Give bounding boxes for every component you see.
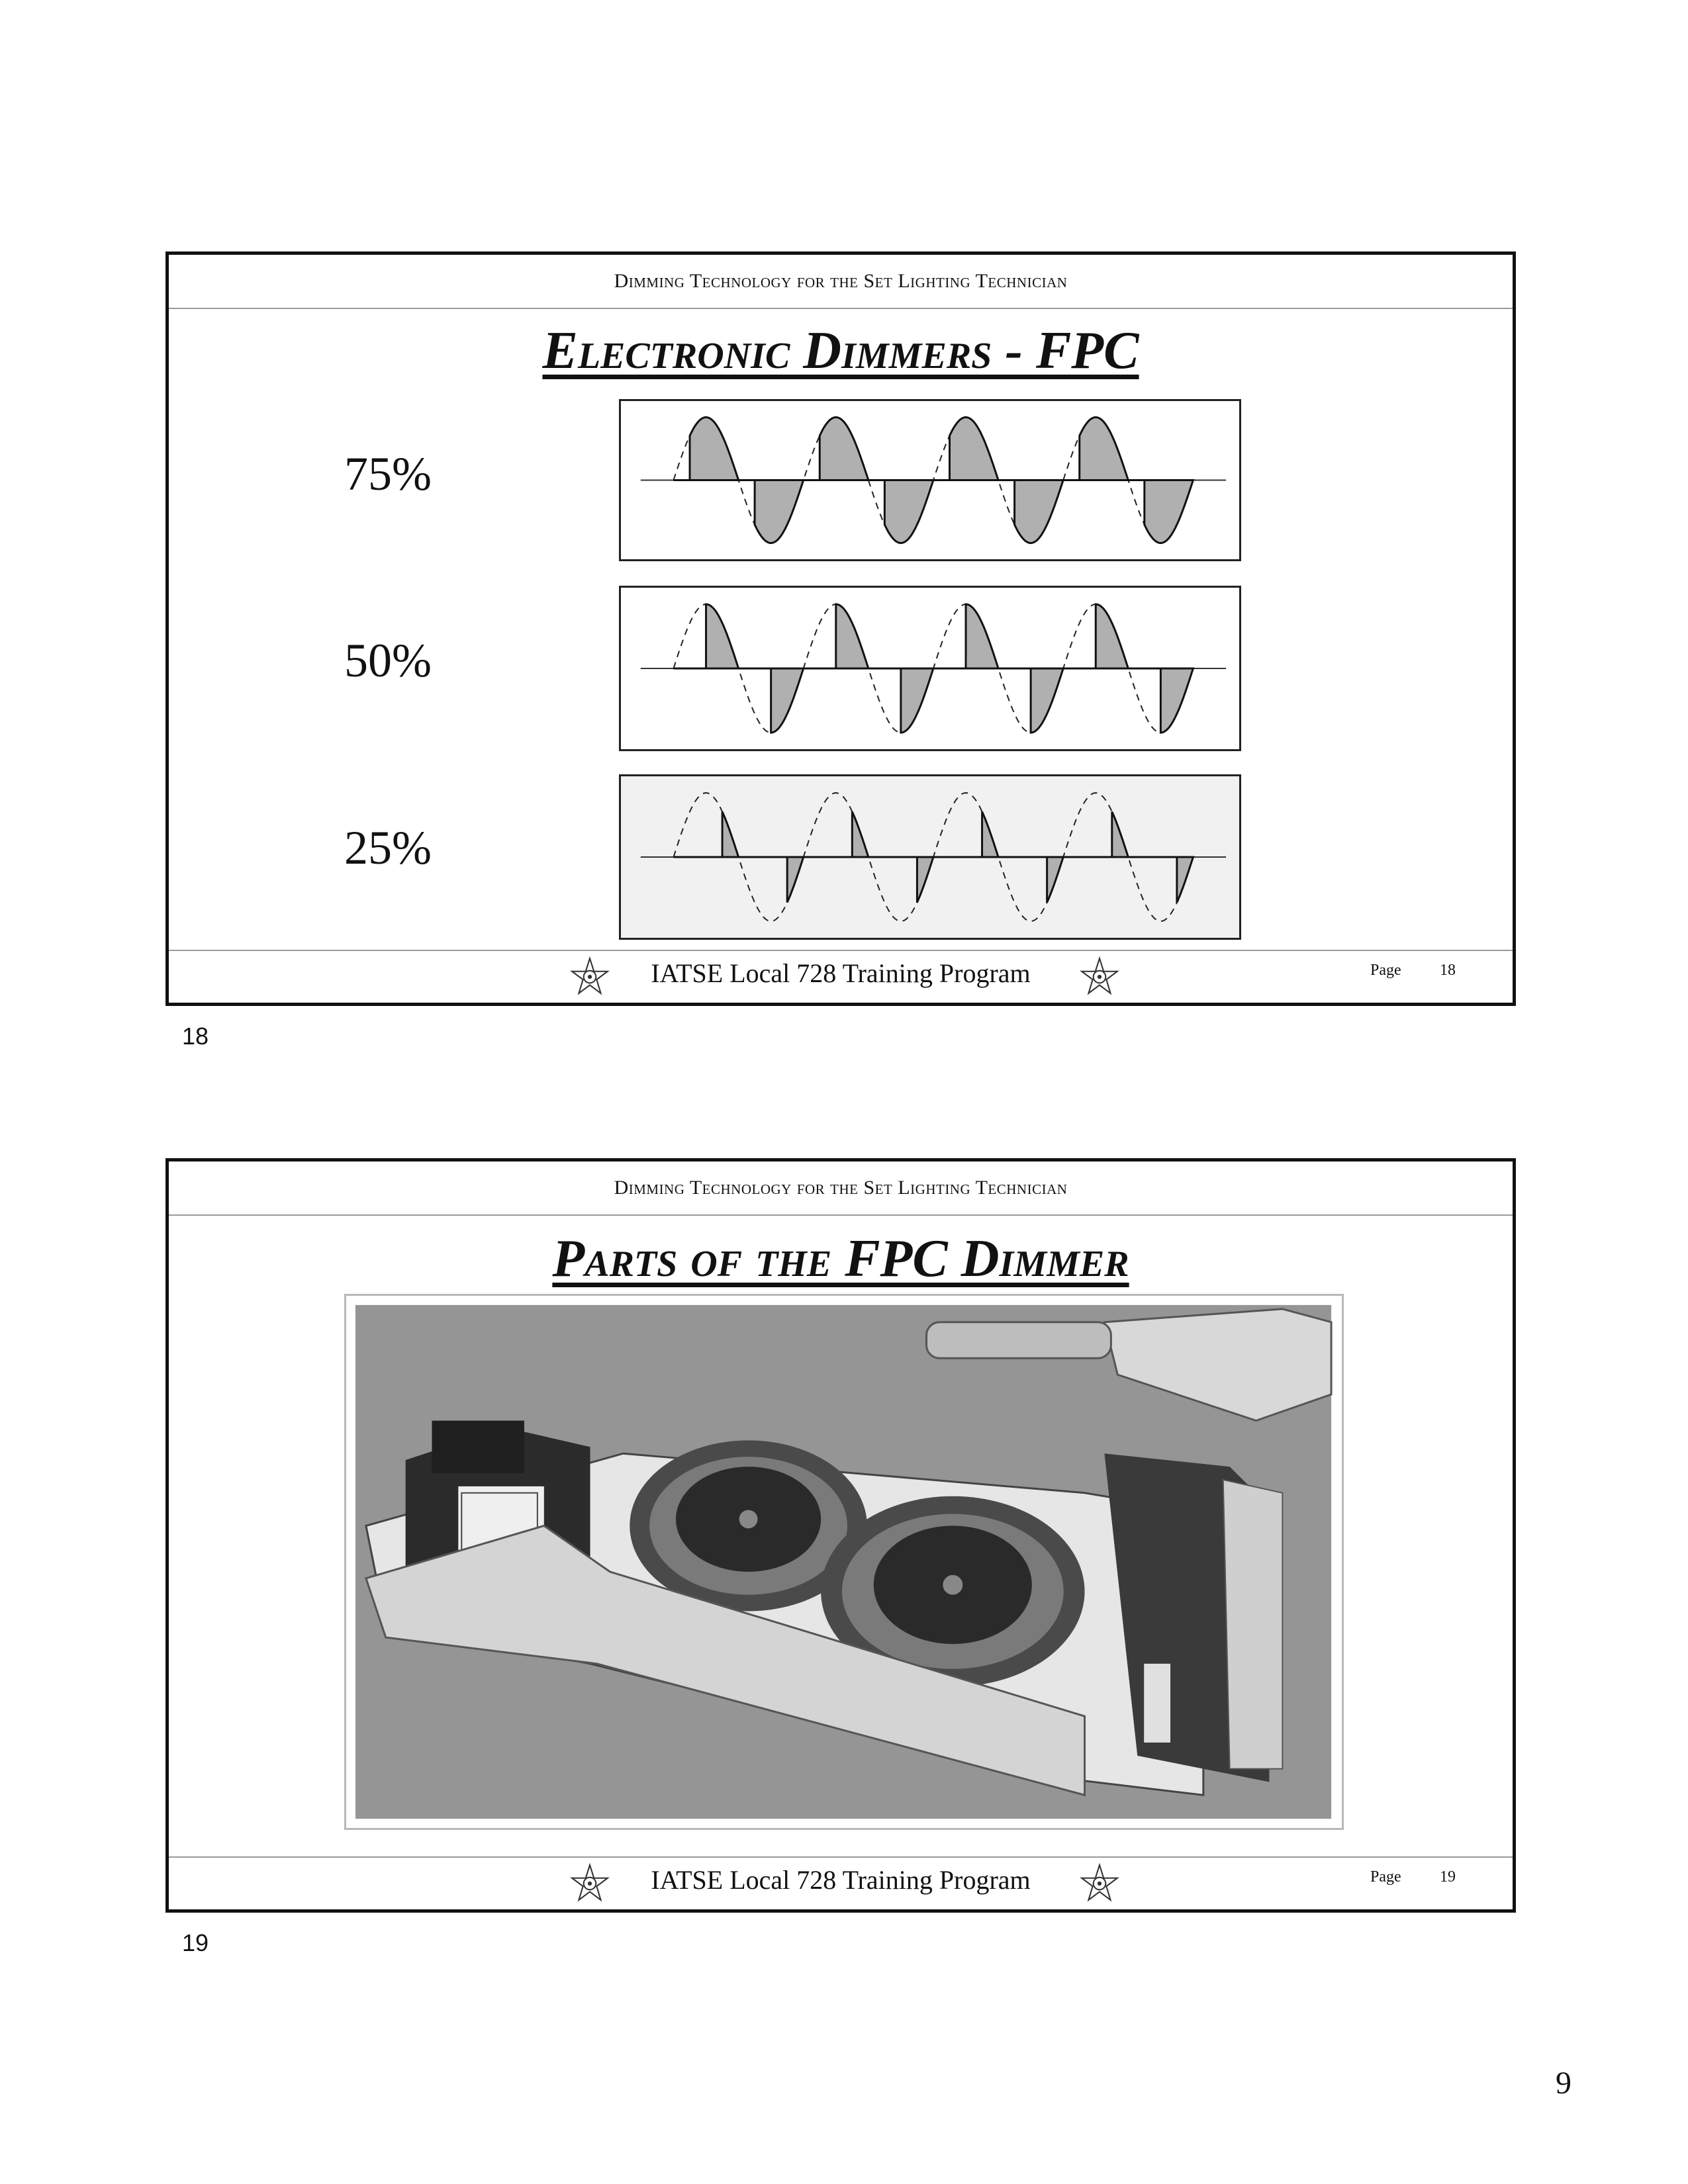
waveform-conduction-segment bbox=[787, 857, 804, 903]
waveform-conduction-segment bbox=[722, 811, 739, 857]
slide-header-text: Dimming Technology for the Set Lighting Technician bbox=[614, 270, 1068, 292]
waveform-conduction-segment bbox=[1080, 418, 1129, 480]
slide-header bbox=[169, 255, 1513, 309]
waveform-conduction-segment bbox=[1015, 480, 1064, 543]
waveform-conduction-segment bbox=[1112, 811, 1129, 857]
waveform-50-chart bbox=[619, 586, 1241, 751]
waveform-conduction-segment bbox=[901, 668, 933, 733]
footer-page-number: 18 bbox=[1440, 962, 1456, 979]
waveform-label-50: 50% bbox=[344, 634, 432, 687]
fpc-dimmer-photo bbox=[344, 1294, 1344, 1830]
slide-title: Parts of the FPC Dimmer bbox=[552, 1230, 1129, 1288]
footer-program: IATSE Local 728 Training Program bbox=[651, 1865, 1031, 1895]
page-number: 9 bbox=[1556, 2066, 1571, 2101]
footer-page-label: Page bbox=[1370, 962, 1401, 979]
footer-page-label: Page bbox=[1370, 1868, 1401, 1886]
slide-parts-of-fpc-dimmer bbox=[165, 1158, 1516, 1913]
waveform-conduction-segment bbox=[982, 811, 999, 857]
waveform-conduction-segment bbox=[884, 480, 933, 543]
waveform-conduction-segment bbox=[1145, 480, 1194, 543]
waveform-conduction-segment bbox=[852, 811, 868, 857]
waveform-conduction-segment bbox=[706, 604, 739, 668]
waveform-conduction-segment bbox=[966, 604, 998, 668]
iatse-logo-icon bbox=[1079, 1863, 1120, 1904]
waveform-conduction-segment bbox=[820, 418, 868, 480]
waveform-conduction-segment bbox=[1096, 604, 1128, 668]
waveform-conduction-segment bbox=[690, 418, 739, 480]
waveform-conduction-segment bbox=[771, 668, 804, 733]
waveform-conduction-segment bbox=[1177, 857, 1194, 903]
waveform-conduction-segment bbox=[1047, 857, 1064, 903]
slide-number: 18 bbox=[182, 1023, 209, 1050]
waveform-label-75: 75% bbox=[344, 447, 432, 500]
waveform-75-chart bbox=[619, 399, 1241, 561]
waveform-svg bbox=[621, 401, 1239, 559]
slide-header bbox=[169, 1161, 1513, 1216]
waveform-svg bbox=[621, 776, 1239, 938]
waveform-conduction-segment bbox=[917, 857, 933, 903]
slide-footer bbox=[169, 950, 1513, 1003]
waveform-conduction-segment bbox=[836, 604, 868, 668]
iatse-logo-icon bbox=[1079, 956, 1120, 997]
slide-footer bbox=[169, 1856, 1513, 1909]
slide-electronic-dimmers bbox=[165, 251, 1516, 1006]
waveform-conduction-segment bbox=[755, 480, 804, 543]
slide-number: 19 bbox=[182, 1929, 209, 1956]
waveform-25-chart bbox=[619, 774, 1241, 940]
footer-page-number: 19 bbox=[1440, 1868, 1456, 1886]
slide-header-text: Dimming Technology for the Set Lighting Technician bbox=[614, 1177, 1068, 1199]
waveform-conduction-segment bbox=[1160, 668, 1193, 733]
waveform-conduction-segment bbox=[1031, 668, 1063, 733]
footer-program: IATSE Local 728 Training Program bbox=[651, 958, 1031, 988]
waveform-conduction-segment bbox=[949, 418, 998, 480]
slide-title: Electronic Dimmers - FPC bbox=[542, 322, 1139, 380]
waveform-label-25: 25% bbox=[344, 821, 432, 874]
waveform-svg bbox=[621, 588, 1239, 749]
